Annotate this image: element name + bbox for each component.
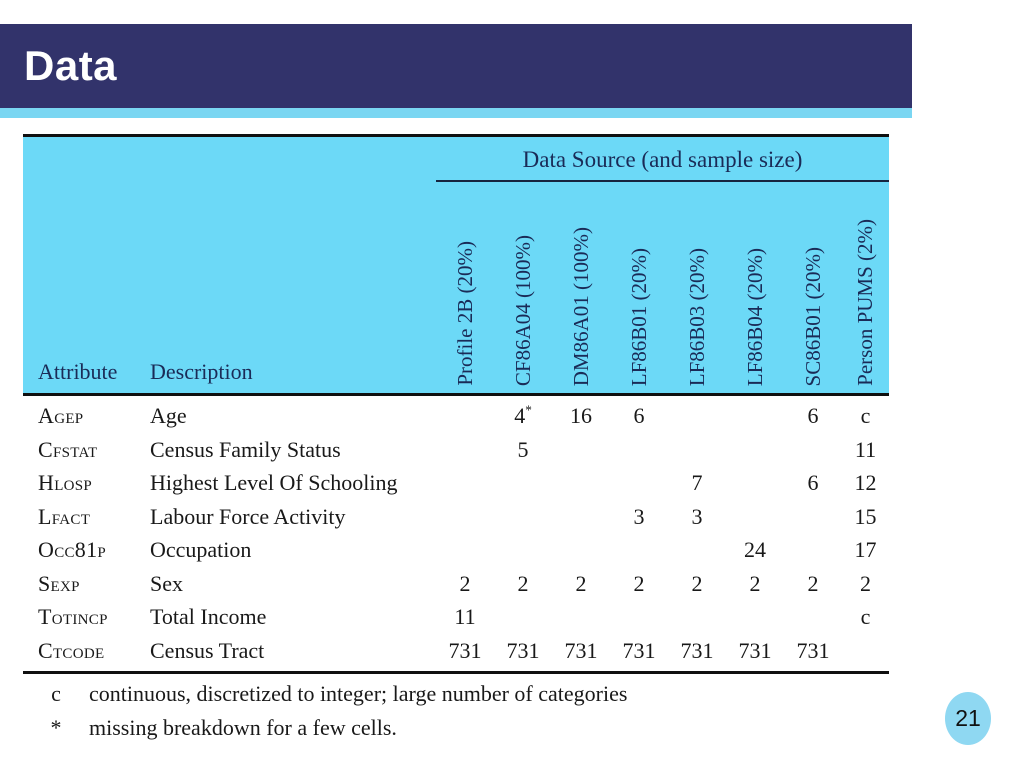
value-cell [552, 433, 610, 467]
value-cell: 731 [564, 637, 598, 663]
value-cell: 731 [506, 637, 540, 663]
value-cell: 2 [575, 570, 587, 596]
attribute-cell: Hlosp [38, 470, 93, 495]
source-column-header [610, 183, 668, 393]
value-cell: 2 [860, 570, 871, 596]
description-cell: Sex [150, 570, 183, 596]
attribute-column-header: Attribute [38, 359, 118, 384]
value-cell [494, 500, 552, 534]
value-cell [784, 533, 842, 567]
footnote-asterisk: * [525, 402, 532, 418]
value-cell [436, 533, 494, 567]
source-column-header-label: LF86B01 (20%) [626, 247, 651, 386]
value-cell: 2 [517, 570, 529, 596]
value-cell [784, 600, 842, 634]
accent-strip [0, 108, 912, 118]
value-cell: c [860, 604, 871, 629]
table-row [23, 567, 889, 601]
value-cell: 6 [807, 403, 819, 428]
value-cell [436, 433, 494, 467]
source-column-header [494, 183, 552, 393]
value-cell: 11 [854, 436, 877, 462]
footnote-text: continuous, discretized to integer; large number of categories [89, 681, 628, 706]
table-header [23, 137, 889, 396]
footnotes [23, 679, 889, 747]
description-cell: Occupation [150, 537, 252, 562]
value-cell [552, 466, 610, 500]
slide-title: Data [24, 42, 118, 89]
description-cell: Census Family Status [150, 436, 341, 462]
footnote [23, 679, 889, 708]
description-cell: Age [150, 403, 187, 428]
spanner-header-label: Data Source (and sample size) [522, 147, 803, 172]
value-cell: 2 [807, 570, 819, 596]
source-column-header-label: Person PUMS (2%) [853, 219, 877, 386]
value-cell [668, 600, 726, 634]
value-cell: 3 [633, 503, 645, 529]
value-cell: 731 [448, 637, 482, 663]
description-column-header: Description [150, 359, 253, 384]
value-cell: 3 [691, 503, 703, 529]
value-cell [668, 533, 726, 567]
description-cell: Total Income [150, 604, 267, 629]
value-cell: 16 [570, 403, 592, 428]
value-cell: 7 [691, 470, 703, 495]
value-cell: 2 [691, 570, 703, 596]
value-cell [726, 399, 784, 433]
value-cell [552, 600, 610, 634]
value-cell: 4* [514, 402, 532, 428]
attribute-cell: Agep [38, 403, 84, 428]
value-cell [552, 500, 610, 534]
page-number-badge [945, 692, 991, 745]
value-cell: 731 [796, 637, 830, 663]
value-cell: 5 [517, 436, 529, 462]
value-cell [552, 533, 610, 567]
value-cell [842, 634, 889, 668]
source-column-header-label: Profile 2B (20%) [452, 241, 477, 386]
attribute-cell: Cfstat [38, 436, 98, 462]
value-cell [494, 466, 552, 500]
value-cell [610, 433, 668, 467]
source-column-header [668, 183, 726, 393]
table-row [23, 500, 889, 534]
source-column-header [726, 183, 784, 393]
description-cell: Census Tract [150, 637, 265, 663]
table-row [23, 600, 889, 634]
footnote-marker: * [50, 715, 62, 740]
source-column-header-label: DM86A01 (100%) [568, 226, 593, 386]
value-cell: 6 [807, 470, 819, 495]
description-cell: Highest Level Of Schooling [150, 470, 398, 495]
title-bar [0, 24, 912, 108]
value-cell [726, 600, 784, 634]
table-row [23, 399, 889, 433]
value-cell: c [860, 403, 871, 428]
footnote-marker: c [51, 681, 61, 706]
source-column-headers [436, 183, 889, 393]
value-cell: 15 [854, 503, 877, 529]
source-column-header-label: LF86B03 (20%) [684, 247, 709, 386]
value-cell: 24 [744, 537, 766, 562]
value-cell [668, 433, 726, 467]
source-column-header-label: LF86B04 (20%) [742, 247, 767, 386]
value-cell: 2 [749, 570, 761, 596]
footnote [23, 713, 889, 742]
value-cell [610, 600, 668, 634]
table-row [23, 533, 889, 567]
value-cell [610, 533, 668, 567]
source-column-header [842, 183, 889, 393]
value-cell [436, 399, 494, 433]
value-cell: 731 [738, 637, 772, 663]
footnote-text: missing breakdown for a few cells. [89, 715, 397, 740]
source-column-header [436, 183, 494, 393]
value-cell [784, 500, 842, 534]
value-cell: 731 [680, 637, 714, 663]
value-cell [726, 500, 784, 534]
attribute-cell: Ctcode [38, 637, 105, 663]
table-row [23, 433, 889, 467]
table-row [23, 634, 889, 668]
data-table [23, 134, 889, 674]
value-cell: 17 [854, 537, 877, 562]
value-cell: 2 [633, 570, 645, 596]
source-column-header-label: SC86B01 (20%) [800, 246, 825, 386]
value-cell [784, 433, 842, 467]
value-cell [726, 433, 784, 467]
value-cell [436, 500, 494, 534]
source-column-header-label: CF86A04 (100%) [510, 234, 535, 386]
value-cell [668, 399, 726, 433]
table-row [23, 466, 889, 500]
spanner-header [436, 137, 889, 182]
value-cell: 731 [622, 637, 656, 663]
table-body [23, 396, 889, 674]
attribute-cell: Totincp [38, 604, 108, 629]
value-cell [610, 466, 668, 500]
value-cell: 12 [854, 470, 877, 495]
attribute-cell: Lfact [38, 503, 91, 529]
source-column-header [784, 183, 842, 393]
attribute-cell: Sexp [38, 570, 80, 596]
value-cell [494, 533, 552, 567]
value-cell [726, 466, 784, 500]
value-cell: 2 [459, 570, 471, 596]
value-cell [494, 600, 552, 634]
source-column-header [552, 183, 610, 393]
description-cell: Labour Force Activity [150, 503, 346, 529]
value-cell: 6 [633, 403, 645, 428]
page-number: 21 [955, 705, 981, 731]
attribute-cell: Occ81p [38, 537, 107, 562]
value-cell [436, 466, 494, 500]
value-cell: 11 [454, 604, 476, 629]
